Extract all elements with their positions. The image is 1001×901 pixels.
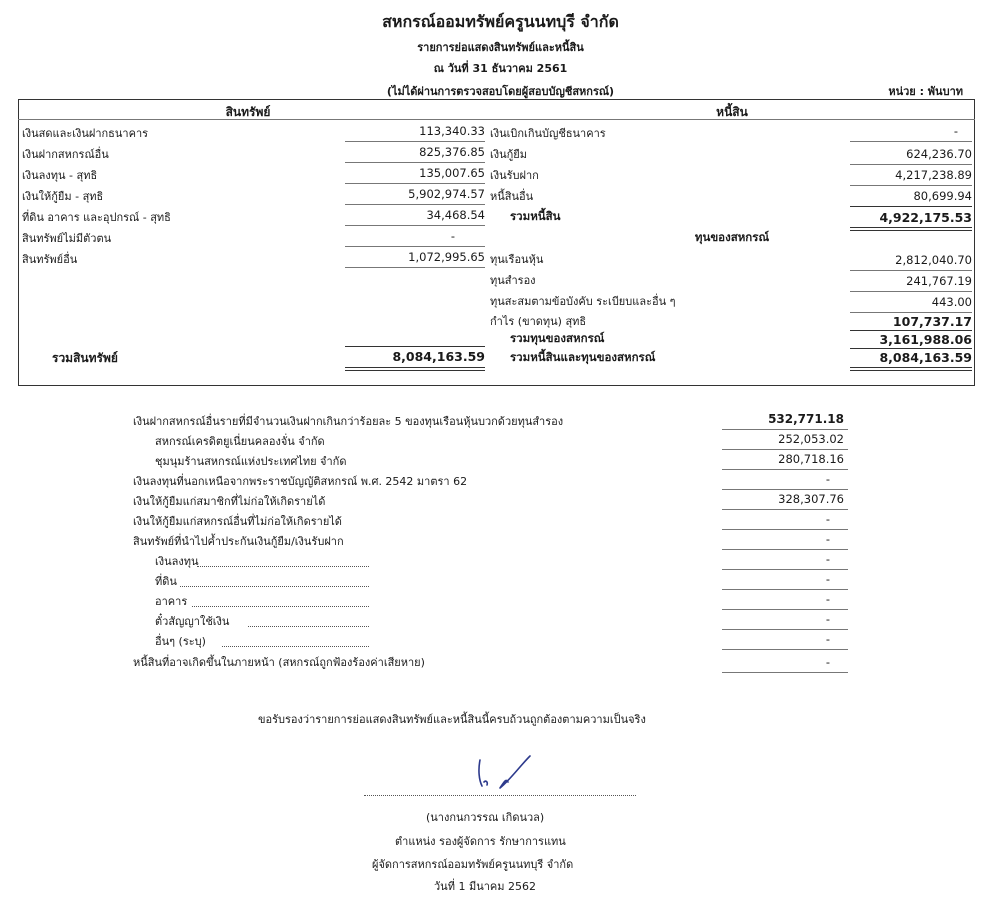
asset-label: สินทรัพย์ไม่มีตัวตน [22,232,112,245]
equity-label: ทุนเรือนหุ้น [490,253,544,266]
liability-underline [850,164,972,165]
asset-label: ที่ดิน อาคาร และอุปกรณ์ - สุทธิ [22,211,171,224]
equity-value: 241,767.19 [906,274,972,288]
disclosure-value: - [825,552,830,566]
fill-dots [222,646,369,647]
disclosure-value: - [825,472,830,486]
disclosure-label: สินทรัพย์ที่นำไปค้ำประกันเงินกู้ยืม/เงินรับฝาก [133,535,344,548]
unit-label: หน่วย : พันบาท [888,85,963,98]
equity-heading: ทุนของสหกรณ์ [694,230,770,244]
asset-underline [345,183,485,184]
asset-value: 1,072,995.65 [408,250,485,264]
equity-underline [850,312,972,313]
disclosure-label: เงินให้กู้ยืมแก่สหกรณ์อื่นที่ไม่ก่อให้เกิดรายได้ [133,515,342,528]
report-date: ณ วันที่ 31 ธันวาคม 2561 [433,62,568,75]
equity-underline [850,291,972,292]
equity-underline [850,330,972,331]
disclosure-underline [722,649,848,650]
disclosure-label: เงินลงทุนที่นอกเหนือจากพระราชบัญญัติสหกรณ์ พ.ศ. 2542 มาตรา 62 [133,475,468,488]
disclosure-label: ที่ดิน [155,575,177,588]
disclosure-underline [722,629,848,630]
asset-underline [345,267,485,268]
table-bottom-border [18,385,975,386]
disclosure-label: เงินลงทุน [155,555,199,568]
liability-value: 4,217,238.89 [895,168,972,182]
signature-date: วันที่ 1 มีนาคม 2562 [434,880,536,893]
disclosure-value: - [825,532,830,546]
disclosure-value: 280,718.16 [778,452,844,466]
asset-value: 113,340.33 [419,124,485,138]
liability-underline [850,206,972,207]
asset-value: 135,007.65 [419,166,485,180]
asset-underline [345,204,485,205]
equity-value: 107,737.17 [892,314,972,329]
disclosure-value: - [825,632,830,646]
grand-total-double-rule [850,367,972,371]
grand-total-value: 8,084,163.59 [879,350,972,365]
disclosure-label: อาคาร [155,595,188,608]
disclosure-label: สหกรณ์เครดิตยูเนี่ยนคลองจั่น จำกัด [155,435,325,448]
disclosure-value: - [825,612,830,626]
disclosure-underline [722,449,848,450]
disclosure-underline [722,469,848,470]
disclosure-underline [722,609,848,610]
disclosure-label: อื่นๆ (ระบุ) [155,635,206,648]
equity-underline [850,270,972,271]
asset-value: 5,902,974.57 [408,187,485,201]
asset-label: เงินสดและเงินฝากธนาคาร [22,127,149,140]
disclosure-underline [722,429,848,430]
assets-total-double-rule [345,367,485,371]
asset-underline [345,246,485,247]
audit-note: (ไม่ได้ผ่านการตรวจสอบโดยผู้สอบบัญชีสหกรณ์) [386,85,615,98]
signer-position: ตำแหน่ง รองผู้จัดการ รักษาการแทน [395,835,566,848]
equity-label: ทุนสะสมตามข้อบังคับ ระเบียบและอื่น ๆ [490,295,676,308]
disclosure-label: เงินให้กู้ยืมแก่สมาชิกที่ไม่ก่อให้เกิดรายได้ [133,495,326,508]
report-title: สหกรณ์ออมทรัพย์ครูนนทบุรี จำกัด [382,12,619,31]
certification-statement: ขอรับรองว่ารายการย่อแสดงสินทรัพย์และหนี้สินนี้ครบถ้วนถูกต้องตามความเป็นจริง [258,713,646,726]
asset-label: สินทรัพย์อื่น [22,253,78,266]
assets-heading: สินทรัพย์ [225,105,271,119]
liability-value: 624,236.70 [906,147,972,161]
asset-value: 825,376.85 [419,145,485,159]
liability-label: เงินกู้ยืม [490,148,528,161]
disclosure-underline [722,569,848,570]
liability-label: หนี้สินอื่น [490,190,534,203]
asset-value: 34,468.54 [426,208,485,222]
disclosure-underline [722,549,848,550]
disclosure-underline [722,589,848,590]
fill-dots [192,606,369,607]
disclosure-value: 532,771.18 [768,412,844,426]
report-subtitle: รายการย่อแสดงสินทรัพย์และหนี้สิน [417,41,584,54]
signer-name: (นางกนกวรรณ เกิดนวล) [426,811,545,824]
disclosure-value: 252,053.02 [778,432,844,446]
asset-value: - [450,229,455,243]
liability-value: 80,699.94 [913,189,972,203]
disclosure-label: ตั๋วสัญญาใช้เงิน [155,615,230,628]
disclosure-underline [722,529,848,530]
equity-value: 443.00 [931,295,972,309]
heading-divider [18,119,975,120]
disclosure-label: ชุมนุมร้านสหกรณ์แห่งประเทศไทย จำกัด [155,455,347,468]
liability-underline [850,185,972,186]
equity-total-rule [850,348,972,349]
signature-mark [470,752,540,794]
asset-label: เงินฝากสหกรณ์อื่น [22,148,109,161]
asset-label: เงินให้กู้ยืม - สุทธิ [22,190,104,203]
disclosure-value: - [825,512,830,526]
grand-total-label: รวมหนี้สินและทุนของสหกรณ์ [510,350,656,364]
assets-total-value: 8,084,163.59 [392,349,485,364]
liability-underline [850,141,972,142]
asset-underline [345,141,485,142]
liabilities-total-value: 4,922,175.53 [879,210,972,225]
equity-total-label: รวมทุนของสหกรณ์ [510,331,605,345]
disclosure-label: เงินฝากสหกรณ์อื่นรายที่มีจำนวนเงินฝากเกินกว่าร้อยละ 5 ของทุนเรือนหุ้นบวกด้วยทุนสำรอง [133,415,564,428]
table-right-border [974,99,975,385]
disclosure-value: - [825,655,830,669]
assets-total-label: รวมสินทรัพย์ [52,351,118,365]
liability-value: - [953,124,958,138]
asset-label: เงินลงทุน - สุทธิ [22,169,98,182]
assets-total-rule [345,346,485,347]
liabilities-total-label: รวมหนี้สิน [510,209,561,223]
equity-total-value: 3,161,988.06 [879,332,972,347]
equity-label: ทุนสำรอง [490,274,536,287]
signer-role: ผู้จัดการสหกรณ์ออมทรัพย์ครูนนทบุรี จำกัด [372,858,574,871]
asset-underline [345,225,485,226]
fill-dots [180,586,369,587]
table-left-border [18,99,19,385]
table-top-border [18,99,975,100]
equity-value: 2,812,040.70 [895,253,972,267]
signature-line [364,795,636,796]
disclosure-underline [722,509,848,510]
liability-label: เงินเบิกเกินบัญชีธนาคาร [490,127,606,140]
equity-label: กำไร (ขาดทุน) สุทธิ [490,315,587,328]
disclosure-label: หนี้สินที่อาจเกิดขึ้นในภายหน้า (สหกรณ์ถูกฟ้องร้องค่าเสียหาย) [133,656,425,669]
asset-underline [345,162,485,163]
disclosure-underline [722,672,848,673]
disclosure-underline [722,489,848,490]
fill-dots [248,626,369,627]
fill-dots [197,566,369,567]
disclosure-value: - [825,572,830,586]
liability-label: เงินรับฝาก [490,169,539,182]
liabilities-heading: หนี้สิน [716,105,748,119]
disclosure-value: - [825,592,830,606]
disclosure-value: 328,307.76 [778,492,844,506]
